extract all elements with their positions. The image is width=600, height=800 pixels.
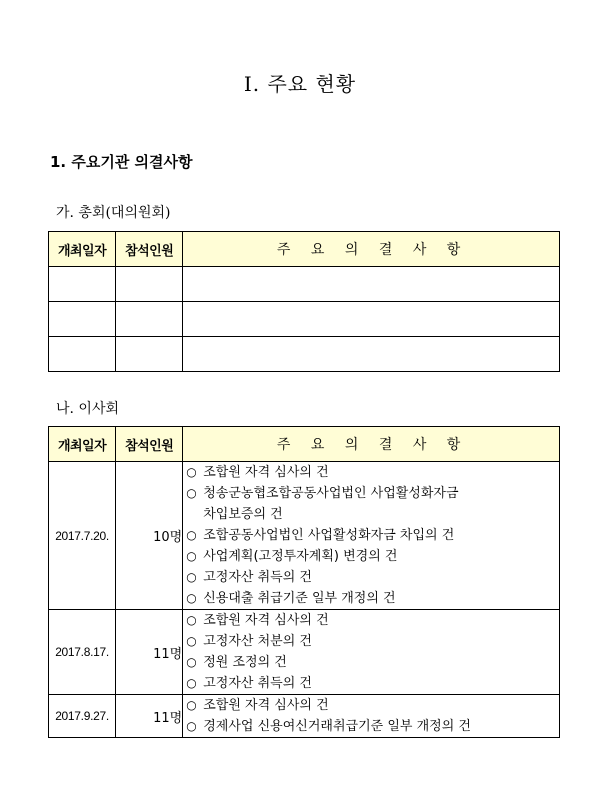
circle-bullet-icon: ○ <box>186 591 197 605</box>
table-header-row <box>49 232 560 267</box>
cell-date <box>49 267 116 302</box>
cell-date: 2017.7.20. <box>49 462 116 610</box>
table-row <box>49 302 560 337</box>
list-item: ○ 신용대출 취급기준 일부 개정의 건 <box>183 588 559 609</box>
header-date: 개최일자 <box>49 232 116 267</box>
cell-date: 2017.9.27. <box>49 695 116 738</box>
list-item: ○ 조합원 자격 심사의 건 <box>183 610 559 631</box>
circle-bullet-icon: ○ <box>186 613 197 627</box>
table-row <box>49 695 560 738</box>
list-item: ○ 사업계획(고정투자계획) 변경의 건 <box>183 546 559 567</box>
circle-bullet-icon: ○ <box>186 698 197 712</box>
page-title: Ⅰ. 주요 현황 <box>243 72 357 96</box>
list-item: ○ 고정자산 취득의 건 <box>183 673 559 694</box>
table-row <box>49 337 560 372</box>
circle-bullet-icon: ○ <box>186 528 197 542</box>
header-date: 개최일자 <box>49 427 116 462</box>
cell-matters <box>183 337 560 372</box>
agenda-list <box>183 610 559 694</box>
cell-matters <box>183 267 560 302</box>
circle-bullet-icon: ○ <box>186 676 197 690</box>
cell-attendees <box>116 267 183 302</box>
header-matters: 주 요 의 결 사 항 <box>183 427 560 462</box>
table-header-row <box>49 427 560 462</box>
cell-attendees <box>116 302 183 337</box>
circle-bullet-icon: ○ <box>186 634 197 648</box>
list-item: ○ 정원 조정의 건 <box>183 652 559 673</box>
cell-attendees <box>116 337 183 372</box>
agenda-list <box>183 695 559 737</box>
board-heading: 나. 이사회 <box>56 401 119 417</box>
cell-attendees: 10명 <box>116 462 183 610</box>
list-item: ○ 경제사업 신용여신거래취급기준 일부 개정의 건 <box>183 716 559 737</box>
list-item: ○ 청송군농협조합공동사업법인 사업활성화자금 차입보증의 건 <box>183 483 559 525</box>
section-heading: 1. 주요기관 의결사항 <box>50 153 193 171</box>
header-attendees: 참석인원 <box>116 427 183 462</box>
cell-attendees: 11명 <box>116 695 183 738</box>
cell-matters <box>183 610 560 695</box>
cell-date <box>49 302 116 337</box>
circle-bullet-icon: ○ <box>186 549 197 563</box>
header-matters: 주 요 의 결 사 항 <box>183 232 560 267</box>
cell-matters <box>183 302 560 337</box>
board-table <box>48 426 560 738</box>
cell-date <box>49 337 116 372</box>
list-item: ○ 조합원 자격 심사의 건 <box>183 462 559 483</box>
header-attendees: 참석인원 <box>116 232 183 267</box>
general-meeting-heading: 가. 총회(대의원회) <box>56 205 171 221</box>
circle-bullet-icon: ○ <box>186 465 197 479</box>
circle-bullet-icon: ○ <box>186 570 197 584</box>
cell-attendees: 11명 <box>116 610 183 695</box>
list-item: ○ 고정자산 취득의 건 <box>183 567 559 588</box>
table-row <box>49 462 560 610</box>
table-row <box>49 267 560 302</box>
cell-matters <box>183 695 560 738</box>
table-row <box>49 610 560 695</box>
list-item: ○ 조합원 자격 심사의 건 <box>183 695 559 716</box>
cell-matters <box>183 462 560 610</box>
list-item: ○ 조합공동사업법인 사업활성화자금 차입의 건 <box>183 525 559 546</box>
general-meeting-table <box>48 231 560 372</box>
circle-bullet-icon: ○ <box>186 719 197 733</box>
circle-bullet-icon: ○ <box>186 655 197 669</box>
circle-bullet-icon: ○ <box>186 486 197 500</box>
list-item: ○ 고정자산 처분의 건 <box>183 631 559 652</box>
cell-date: 2017.8.17. <box>49 610 116 695</box>
agenda-list <box>183 462 559 609</box>
